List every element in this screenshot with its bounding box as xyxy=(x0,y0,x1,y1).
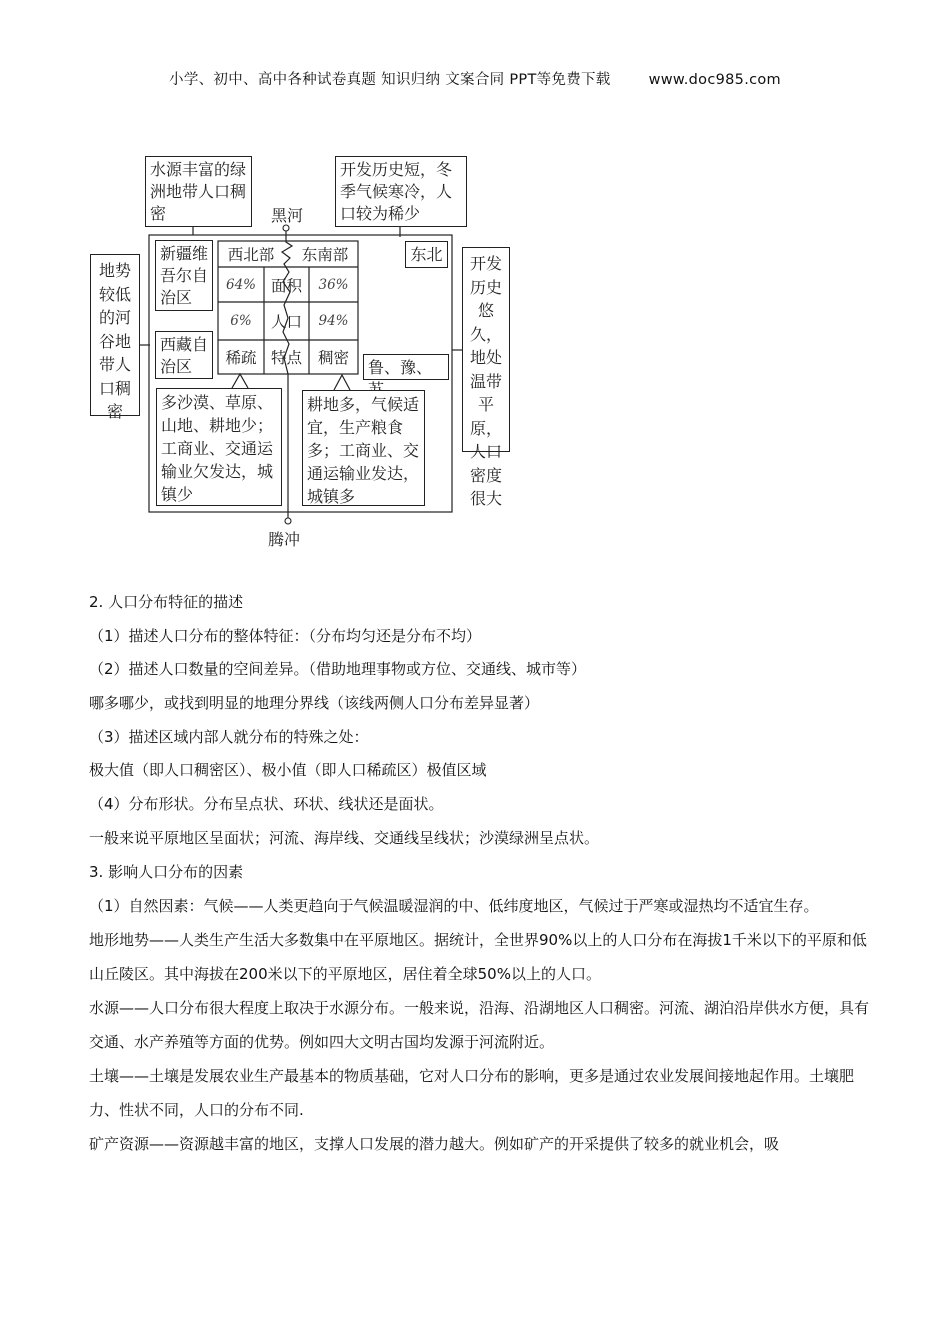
nw-pop-value: 6% xyxy=(230,313,252,329)
main-content xyxy=(89,586,879,1161)
s3-water: 水源——人口分布很大程度上取决于水源分布。一般来说，沿海、沿湖地区人口稠密。河流、湖泊沿岸供水方便，具有交通、水产养殖等方面的优势。例如四大文明古国均发源于河流附近。 xyxy=(89,999,870,1052)
se-feature: 稠密 xyxy=(317,349,349,367)
area-label: 面积 xyxy=(270,276,302,295)
s3-soil: 土壤——土壤是发展农业生产最基本的物质基础，它对人口分布的影响，更多是通过农业发展间接地起作用。土壤肥力、性状不同，人口的分布不同. xyxy=(89,1067,855,1120)
feature-label: 特点 xyxy=(270,349,302,367)
section-3-title: 3. 影响人口分布的因素 xyxy=(89,862,244,881)
tengchong-label: 腾冲 xyxy=(268,530,301,549)
s2-item-2: （2）描述人口数量的空间差异。（借助地理事物或方位、交通线、城市等） xyxy=(89,660,587,679)
se-area-value: 36% xyxy=(318,276,349,293)
xizang-box: 西藏自治区 xyxy=(155,331,213,379)
s2-item-1: （1）描述人口分布的整体特征：（分布均匀还是分布不均） xyxy=(89,626,482,645)
section-2-title: 2. 人口分布特征的描述 xyxy=(89,593,244,611)
northeast-history-note: 开发历史短，冬季气候寒冷，人口较为稀少 xyxy=(335,156,467,227)
s2-item-4: （4）分布形状。分布呈点状、环状、线状还是面状。 xyxy=(89,795,444,814)
nw-header: 西北部 xyxy=(227,246,275,264)
se-pop-value: 94% xyxy=(318,313,349,329)
s2-item-4-detail: 一般来说平原地区呈面状；河流、海岸线、交通线呈线状；沙漠绿洲呈点状。 xyxy=(89,828,600,847)
s3-terrain: 地形地势——人类生产生活大多数集中在平原地区。据统计，全世界90%以上的人口分布在海拔1千米以下的平原和低山丘陵区。其中海拔在200米以下的平原地区，居住着全球50%以上的人口。 xyxy=(89,931,867,984)
pop-label: 人口 xyxy=(270,313,302,331)
northwest-description: 多沙漠、草原、山地、耕地少；工商业、交通运输业欠发达，城镇少 xyxy=(156,388,282,506)
header-url[interactable]: www.doc985.com xyxy=(648,72,781,88)
southeast-description: 耕地多，气候适宜，生产粮食多；工商业、交通运输业发达，城镇多 xyxy=(302,390,425,506)
oasis-note: 水源丰富的绿洲地带人口稠密 xyxy=(145,156,252,227)
luyusu-box: 鲁、豫、 xyxy=(363,354,449,380)
s2-item-3: （3）描述区域内部人就分布的特殊之处： xyxy=(89,727,369,746)
s2-item-3-detail: 极大值（即人口稠密区）、极小值（即人口稀疏区）极值区域 xyxy=(89,761,487,780)
s3-natural-climate: （1）自然因素：气候——人类更趋向于气候温暖湿润的中、低纬度地区，气候过于严寒或湿热均不适宜生存。 xyxy=(89,897,819,916)
nw-feature: 稀疏 xyxy=(225,349,257,367)
heihe-label: 黑河 xyxy=(271,206,304,225)
dongbei-box: 东北 xyxy=(405,241,448,268)
population-distribution-diagram xyxy=(0,0,950,560)
xinjiang-box: 新疆维吾尔自治区 xyxy=(155,240,213,311)
s3-mineral: 矿产资源——资源越丰富的地区，支撑人口发展的潜力越大。例如矿产的开采提供了较多的就业机会，吸 xyxy=(89,1135,780,1154)
river-valley-note: 地势较低的河谷地带人口稠密 xyxy=(90,254,140,416)
header-text: 小学、初中、高中各种试卷真题 知识归纳 文案合同 PPT等免费下载 xyxy=(169,72,611,88)
s2-item-2-detail: 哪多哪少，或找到明显的地理分界线（该线两侧人口分布差异显著） xyxy=(89,694,540,713)
temperate-plain-note: 开发历史悠久，地处温带平原，人口密度很大 xyxy=(462,247,510,452)
nw-area-value: 64% xyxy=(225,276,256,293)
se-header: 东南部 xyxy=(301,246,349,264)
